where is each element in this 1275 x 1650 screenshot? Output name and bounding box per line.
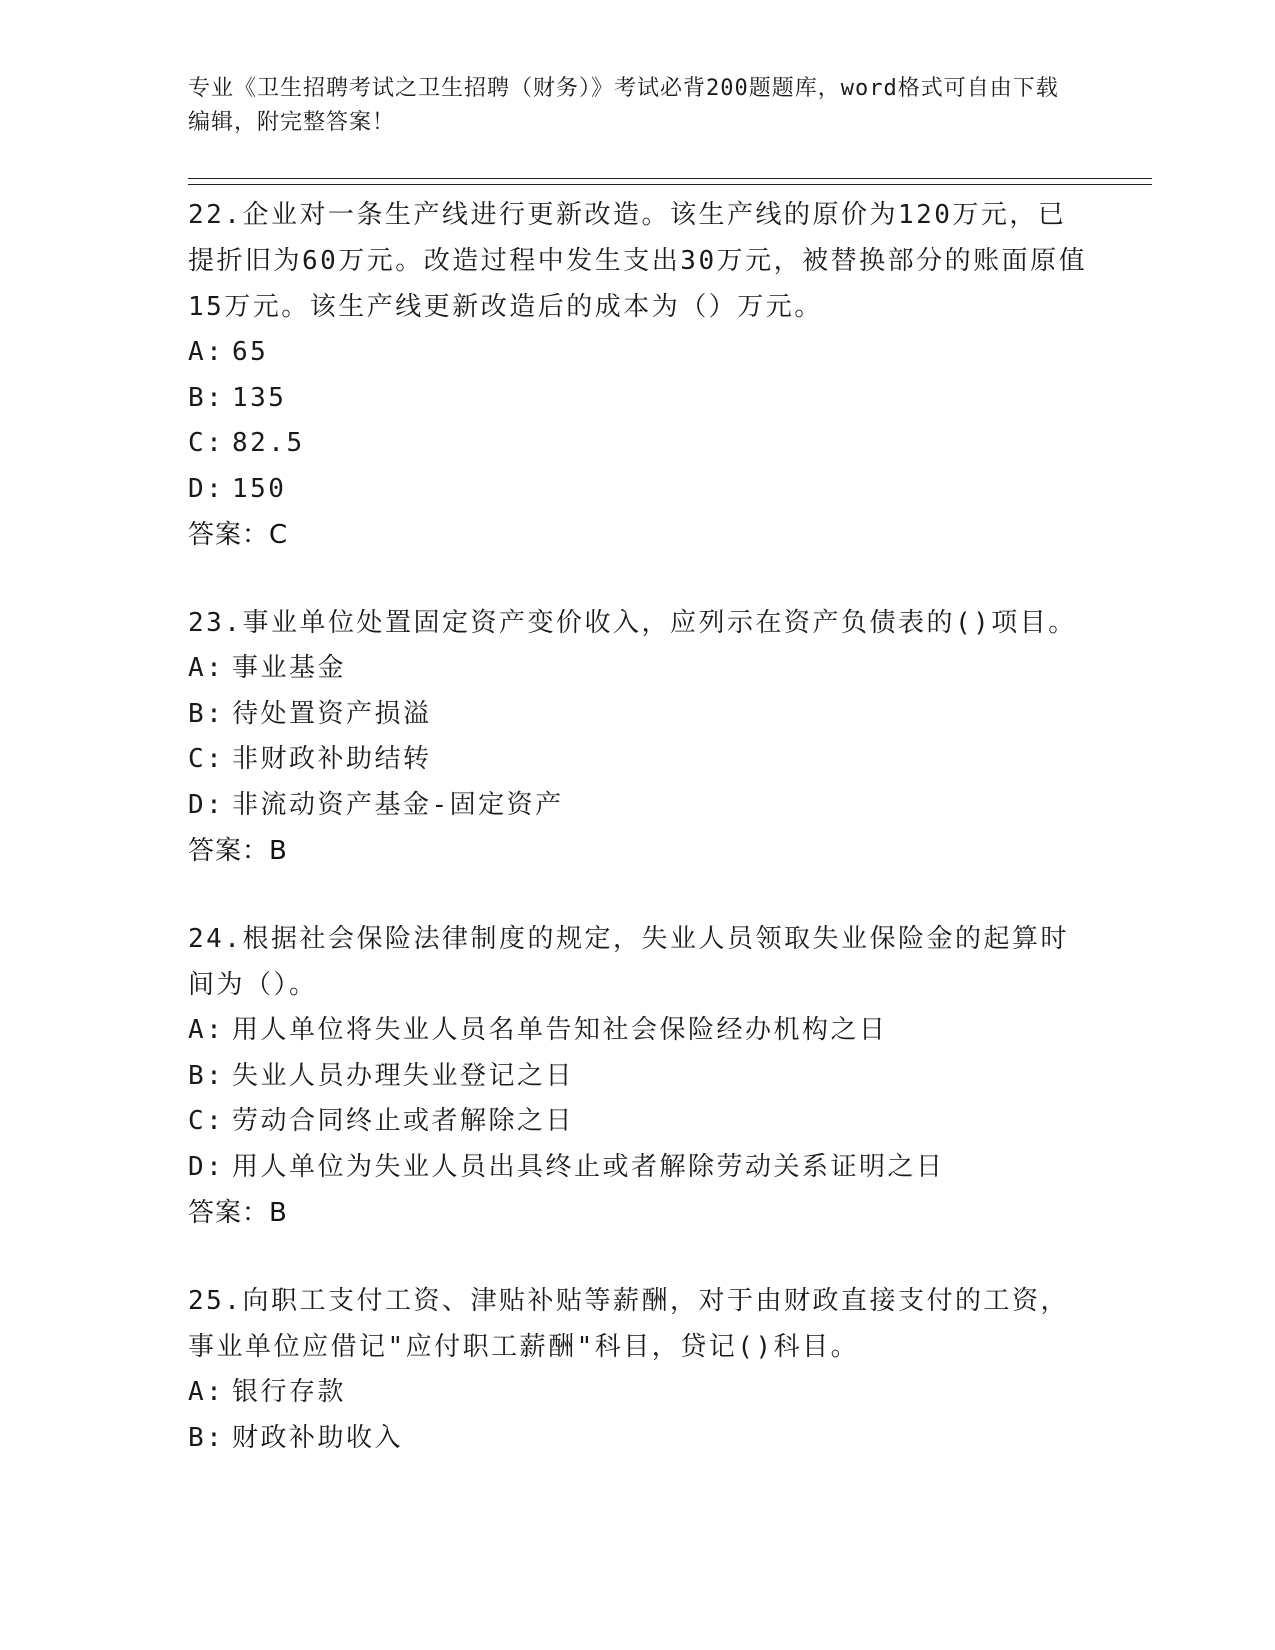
document-header: 专业《卫生招聘考试之卫生招聘（财务）》考试必背200题题库，word格式可自由下载编辑，附完整答案！ (188, 76, 1059, 135)
option-text: 银行存款 (232, 1377, 347, 1407)
option-b (188, 692, 1088, 738)
question-25 (188, 1278, 1088, 1461)
question-spacer (188, 558, 1088, 600)
question-stem: 24.根据社会保险法律制度的规定，失业人员领取失业保险金的起算时间为（）。 (188, 924, 1069, 1000)
answer-line: 答案：C (188, 520, 289, 550)
option-key: A: (188, 653, 225, 683)
question-spacer (188, 1236, 1088, 1278)
option-a (188, 1008, 1088, 1054)
option-b (188, 1416, 1088, 1462)
question-spacer (188, 874, 1088, 916)
option-key: B: (188, 382, 225, 413)
question-23 (188, 600, 1088, 874)
option-key: A: (188, 1377, 225, 1407)
option-key: A: (188, 337, 225, 367)
option-key: C: (188, 428, 225, 458)
option-key: D: (188, 473, 225, 504)
option-d (188, 467, 1088, 513)
option-text: 财政补助收入 (232, 1422, 404, 1453)
question-22 (188, 192, 1088, 558)
header-divider-top (188, 178, 1152, 179)
option-c (188, 421, 1088, 467)
answer-line: 答案：B (188, 1198, 288, 1228)
option-text: 非流动资产基金-固定资产 (232, 789, 564, 820)
option-text: 事业基金 (232, 653, 347, 683)
header-divider-bottom (188, 184, 1152, 185)
answer-line: 答案：B (188, 836, 288, 866)
option-b (188, 1054, 1088, 1100)
question-stem: 22.企业对一条生产线进行更新改造。该生产线的原价为120万元，已提折旧为60万元。改造过程中发生支出30万元，被替换部分的账面原值15万元。该生产线更新改造后的成本为（）万元。 (188, 200, 1088, 322)
option-text: 82.5 (232, 428, 305, 458)
option-text: 失业人员办理失业登记之日 (232, 1060, 575, 1091)
option-b (188, 376, 1088, 422)
option-key: B: (188, 1422, 225, 1453)
option-key: B: (188, 698, 225, 729)
question-list (188, 192, 1088, 1461)
option-key: C: (188, 1106, 225, 1136)
option-key: D: (188, 1151, 225, 1182)
question-stem: 23.事业单位处置固定资产变价收入，应列示在资产负债表的()项目。 (188, 608, 1077, 638)
option-d (188, 1145, 1088, 1191)
option-text: 用人单位将失业人员名单告知社会保险经办机构之日 (232, 1015, 888, 1045)
option-text: 非财政补助结转 (232, 744, 432, 774)
option-text: 150 (232, 473, 287, 504)
option-a (188, 330, 1088, 376)
option-text: 135 (232, 382, 287, 413)
option-text: 待处置资产损溢 (232, 698, 432, 729)
option-key: C: (188, 744, 225, 774)
option-text: 用人单位为失业人员出具终止或者解除劳动关系证明之日 (232, 1151, 945, 1182)
option-key: B: (188, 1060, 225, 1091)
option-key: D: (188, 789, 225, 820)
option-a (188, 646, 1088, 692)
option-a (188, 1370, 1088, 1416)
option-c (188, 737, 1088, 783)
question-24 (188, 916, 1088, 1236)
option-text: 劳动合同终止或者解除之日 (232, 1106, 575, 1136)
option-key: A: (188, 1015, 225, 1045)
option-c (188, 1099, 1088, 1145)
option-d (188, 783, 1088, 829)
option-text: 65 (232, 337, 269, 367)
question-stem: 25.向职工支付工资、津贴补贴等薪酬，对于由财政直接支付的工资，事业单位应借记"应付职工薪酬"科目，贷记()科目。 (188, 1286, 1069, 1362)
